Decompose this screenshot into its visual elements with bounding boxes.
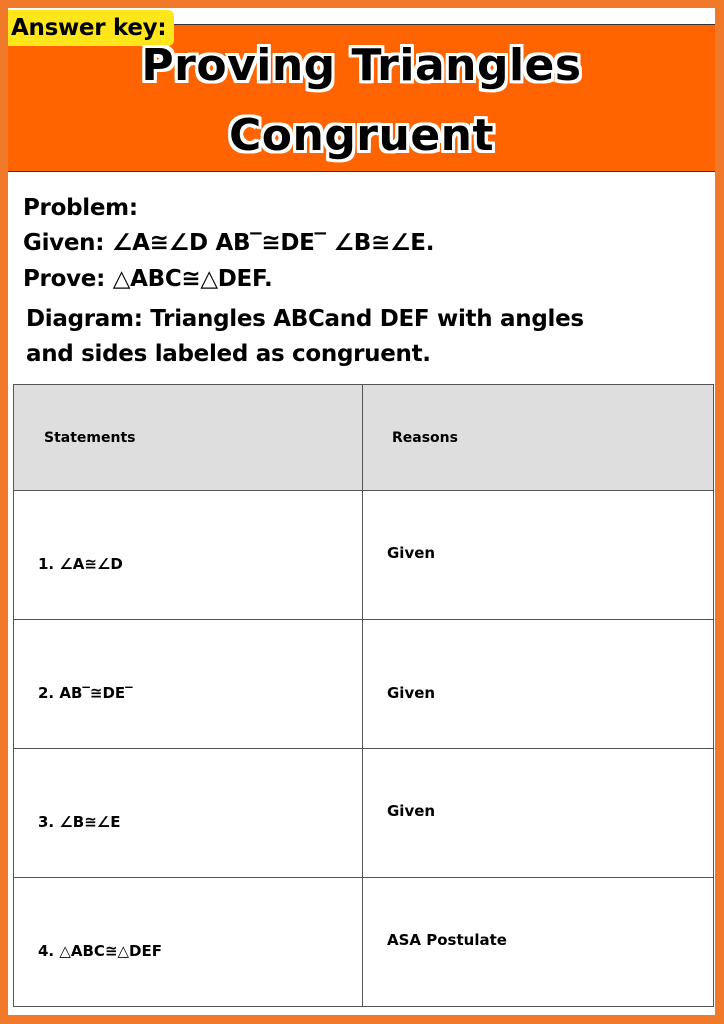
reason-cell [363,749,714,878]
statements-header [14,385,363,491]
statements-header-label: Statements [44,430,136,446]
problem-prove: Prove: △ABC≅△DEF. [23,266,273,292]
statement-text: 3. ∠B≅∠E [38,813,121,831]
table-row [14,491,714,620]
table-header-row [14,385,714,491]
reason-cell [363,491,714,620]
statement-cell [14,749,363,878]
problem-diagram-line-2: and sides labeled as congruent. [26,341,431,367]
reasons-header [363,385,714,491]
reason-cell [363,878,714,1007]
statement-text: 1. ∠A≅∠D [38,555,123,573]
statement-cell [14,491,363,620]
problem-diagram-line-1: Diagram: Triangles ABCand DEF with angles [26,306,584,332]
reasons-header-label: Reasons [392,430,458,446]
table-row [14,878,714,1007]
page-title-line-1: Proving Triangles [141,40,582,91]
page-title-line-2: Congruent [228,110,495,161]
statement-text: 2. AB‾≅DE‾ [38,684,133,702]
problem-heading: Problem: [23,195,138,221]
reason-text: Given [387,684,436,702]
reason-cell [363,620,714,749]
problem-given: Given: ∠A≅∠D AB‾≅DE‾ ∠B≅∠E. [23,230,435,256]
table-row [14,749,714,878]
reason-text: Given [387,544,436,562]
statement-cell [14,620,363,749]
reason-text: Given [387,802,436,820]
reason-text: ASA Postulate [387,931,507,949]
statement-text: 4. △ABC≅△DEF [38,942,162,960]
table-row [14,620,714,749]
statement-cell [14,878,363,1007]
answer-key-badge: Answer key: [8,10,174,46]
proof-table [13,384,714,1007]
